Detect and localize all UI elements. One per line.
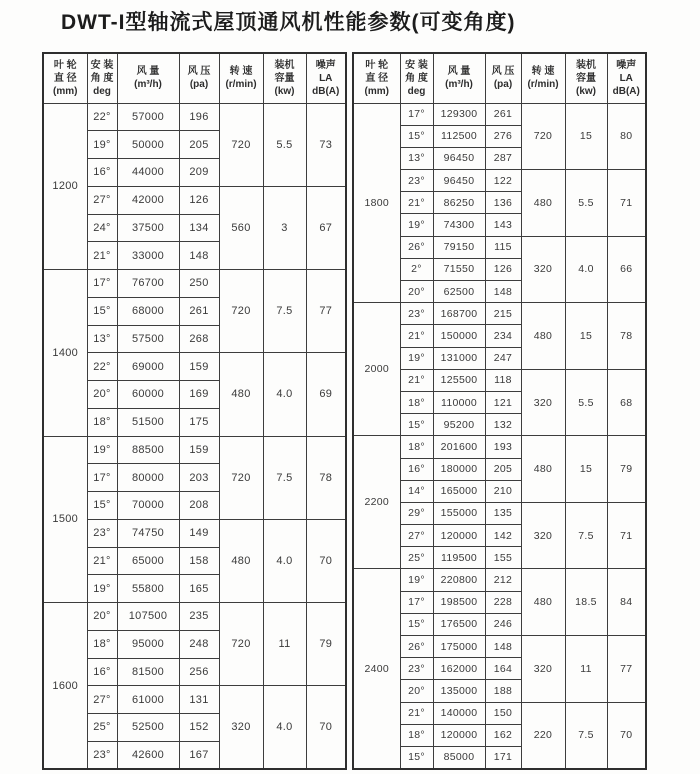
noise-cell: 71 [607, 502, 646, 569]
speed-cell: 720 [219, 436, 263, 519]
col-header-line: 装机 [274, 59, 295, 71]
pressure-cell: 250 [179, 270, 219, 298]
col-header-line: (m³/h) [134, 79, 162, 91]
volume-cell: 55800 [117, 575, 179, 603]
col-header-line: dB(A) [612, 85, 640, 97]
table-row [43, 436, 346, 464]
angle-cell: 22° [87, 103, 117, 131]
pressure-cell: 159 [179, 436, 219, 464]
angle-cell: 19° [400, 569, 433, 591]
angle-cell: 25° [400, 547, 433, 569]
angle-cell: 16° [87, 658, 117, 686]
angle-cell: 19° [87, 436, 117, 464]
pressure-cell: 155 [485, 547, 521, 569]
volume-cell: 112500 [433, 125, 485, 147]
volume-cell: 95000 [117, 630, 179, 658]
volume-cell: 80000 [117, 464, 179, 492]
volume-cell: 129300 [433, 103, 485, 125]
pressure-cell: 159 [179, 353, 219, 381]
pressure-cell: 209 [179, 159, 219, 187]
capacity-cell: 7.5 [565, 502, 607, 569]
noise-cell: 69 [306, 353, 346, 436]
pressure-cell: 203 [179, 464, 219, 492]
pressure-cell: 136 [485, 192, 521, 214]
speed-cell: 320 [521, 502, 565, 569]
noise-cell: 68 [607, 369, 646, 436]
pressure-cell: 121 [485, 391, 521, 413]
pressure-cell: 175 [179, 408, 219, 436]
capacity-cell: 5.5 [263, 103, 306, 186]
col-header-speed [219, 53, 263, 103]
pressure-cell: 135 [485, 502, 521, 524]
volume-cell: 81500 [117, 658, 179, 686]
volume-cell: 96450 [433, 170, 485, 192]
noise-cell: 73 [306, 103, 346, 186]
volume-cell: 68000 [117, 297, 179, 325]
angle-cell: 15° [400, 746, 433, 768]
volume-cell: 120000 [433, 724, 485, 746]
angle-cell: 21° [400, 369, 433, 391]
col-header-diameter [43, 53, 87, 103]
speed-cell: 560 [219, 186, 263, 269]
table-row [43, 270, 346, 298]
angle-cell: 21° [400, 192, 433, 214]
pressure-cell: 165 [179, 575, 219, 603]
diameter-cell: 1800 [353, 103, 400, 303]
capacity-cell: 4.0 [263, 686, 306, 769]
angle-cell: 27° [87, 686, 117, 714]
noise-cell: 78 [607, 303, 646, 370]
pressure-cell: 261 [485, 103, 521, 125]
angle-cell: 16° [87, 159, 117, 187]
capacity-cell: 11 [565, 636, 607, 703]
angle-cell: 13° [87, 325, 117, 353]
col-header-line: 风 压 [491, 66, 515, 78]
volume-cell: 96450 [433, 147, 485, 169]
col-header-line: dB(A) [312, 85, 340, 97]
volume-cell: 65000 [117, 547, 179, 575]
noise-cell: 77 [306, 270, 346, 353]
col-header-speed [521, 53, 565, 103]
angle-cell: 17° [87, 464, 117, 492]
volume-cell: 165000 [433, 480, 485, 502]
volume-cell: 79150 [433, 236, 485, 258]
speed-cell: 720 [219, 103, 263, 186]
spec-table-left [42, 52, 347, 770]
col-header-angle [87, 53, 117, 103]
pressure-cell: 148 [485, 636, 521, 658]
angle-cell: 20° [400, 680, 433, 702]
diameter-cell: 2200 [353, 436, 400, 569]
volume-cell: 57000 [117, 103, 179, 131]
capacity-cell: 5.5 [565, 170, 607, 237]
speed-cell: 320 [521, 369, 565, 436]
col-header-capacity [565, 53, 607, 103]
speed-cell: 320 [521, 236, 565, 303]
angle-cell: 17° [400, 103, 433, 125]
pressure-cell: 134 [179, 214, 219, 242]
pressure-cell: 158 [179, 547, 219, 575]
angle-cell: 18° [87, 408, 117, 436]
col-header-pressure [485, 53, 521, 103]
col-header-line: (pa) [493, 79, 513, 91]
volume-cell: 135000 [433, 680, 485, 702]
angle-cell: 21° [87, 242, 117, 270]
col-header-line: 直 径 [365, 72, 389, 84]
pressure-cell: 248 [179, 630, 219, 658]
angle-cell: 15° [400, 125, 433, 147]
volume-cell: 42600 [117, 741, 179, 769]
col-header-line: 转 速 [229, 66, 253, 78]
volume-cell: 162000 [433, 658, 485, 680]
diameter-cell: 1500 [43, 436, 87, 603]
capacity-cell: 4.0 [263, 519, 306, 602]
capacity-cell: 7.5 [263, 436, 306, 519]
angle-cell: 23° [400, 658, 433, 680]
angle-cell: 26° [400, 236, 433, 258]
col-header-volume [433, 53, 485, 103]
col-header-line: 安 装 [90, 59, 114, 71]
volume-cell: 140000 [433, 702, 485, 724]
pressure-cell: 193 [485, 436, 521, 458]
volume-cell: 198500 [433, 591, 485, 613]
table-row [353, 569, 646, 591]
pressure-cell: 205 [485, 458, 521, 480]
capacity-cell: 4.0 [565, 236, 607, 303]
pressure-cell: 132 [485, 414, 521, 436]
angle-cell: 18° [400, 391, 433, 413]
table-row [43, 186, 346, 214]
volume-cell: 71550 [433, 258, 485, 280]
pressure-cell: 215 [485, 303, 521, 325]
volume-cell: 150000 [433, 325, 485, 347]
col-header-line: (r/min) [225, 79, 257, 91]
col-header-line: 角 度 [405, 72, 428, 84]
angle-cell: 15° [87, 492, 117, 520]
capacity-cell: 18.5 [565, 569, 607, 636]
angle-cell: 13° [400, 147, 433, 169]
volume-cell: 107500 [117, 603, 179, 631]
pressure-cell: 142 [485, 525, 521, 547]
pressure-cell: 122 [485, 170, 521, 192]
table-row [353, 436, 646, 458]
pressure-cell: 256 [179, 658, 219, 686]
pressure-cell: 212 [485, 569, 521, 591]
angle-cell: 20° [87, 381, 117, 409]
col-header-line: 装机 [576, 59, 596, 71]
angle-cell: 23° [87, 741, 117, 769]
noise-cell: 71 [607, 170, 646, 237]
angle-cell: 20° [400, 281, 433, 303]
pressure-cell: 210 [485, 480, 521, 502]
col-header-diameter [353, 53, 400, 103]
pressure-cell: 148 [485, 281, 521, 303]
volume-cell: 168700 [433, 303, 485, 325]
angle-cell: 25° [87, 714, 117, 742]
capacity-cell: 4.0 [263, 353, 306, 436]
speed-cell: 480 [219, 353, 263, 436]
diameter-cell: 2400 [353, 569, 400, 769]
volume-cell: 120000 [433, 525, 485, 547]
volume-cell: 201600 [433, 436, 485, 458]
noise-cell: 70 [607, 702, 646, 769]
diameter-cell: 2000 [353, 303, 400, 436]
volume-cell: 62500 [433, 281, 485, 303]
angle-cell: 26° [400, 636, 433, 658]
pressure-cell: 235 [179, 603, 219, 631]
volume-cell: 61000 [117, 686, 179, 714]
angle-cell: 29° [400, 502, 433, 524]
angle-cell: 27° [87, 186, 117, 214]
volume-cell: 69000 [117, 353, 179, 381]
pressure-cell: 276 [485, 125, 521, 147]
diameter-cell: 1200 [43, 103, 87, 270]
pressure-cell: 208 [179, 492, 219, 520]
angle-cell: 14° [400, 480, 433, 502]
volume-cell: 220800 [433, 569, 485, 591]
pressure-cell: 228 [485, 591, 521, 613]
col-header-line: 安 装 [405, 59, 428, 71]
col-header-line: 风 量 [136, 66, 160, 78]
angle-cell: 15° [400, 414, 433, 436]
angle-cell: 23° [400, 170, 433, 192]
col-header-pressure [179, 53, 219, 103]
angle-cell: 19° [87, 131, 117, 159]
angle-cell: 23° [87, 519, 117, 547]
pressure-cell: 234 [485, 325, 521, 347]
angle-cell: 22° [87, 353, 117, 381]
col-header-line: 噪声 [616, 59, 637, 71]
angle-cell: 16° [400, 458, 433, 480]
volume-cell: 42000 [117, 186, 179, 214]
col-header-noise [607, 53, 646, 103]
col-header-line: LA [619, 72, 633, 84]
table-row [43, 686, 346, 714]
pressure-cell: 143 [485, 214, 521, 236]
volume-cell: 180000 [433, 458, 485, 480]
col-header-line: 叶 轮 [365, 59, 389, 71]
col-header-line: 叶 轮 [53, 59, 77, 71]
col-header-angle [400, 53, 433, 103]
col-header-line: deg [407, 85, 426, 97]
diameter-cell: 1400 [43, 270, 87, 437]
angle-cell: 23° [400, 303, 433, 325]
pressure-cell: 115 [485, 236, 521, 258]
speed-cell: 720 [219, 603, 263, 686]
angle-cell: 17° [87, 270, 117, 298]
volume-cell: 60000 [117, 381, 179, 409]
col-header-line: (m³/h) [445, 79, 473, 91]
angle-cell: 19° [87, 575, 117, 603]
volume-cell: 57500 [117, 325, 179, 353]
noise-cell: 77 [607, 636, 646, 703]
volume-cell: 155000 [433, 502, 485, 524]
table-row [43, 519, 346, 547]
capacity-cell: 7.5 [565, 702, 607, 769]
noise-cell: 66 [607, 236, 646, 303]
capacity-cell: 5.5 [565, 369, 607, 436]
pressure-cell: 188 [485, 680, 521, 702]
pressure-cell: 164 [485, 658, 521, 680]
pressure-cell: 171 [485, 746, 521, 768]
table-row [353, 103, 646, 125]
speed-cell: 320 [219, 686, 263, 769]
angle-cell: 20° [87, 603, 117, 631]
pressure-cell: 246 [485, 613, 521, 635]
volume-cell: 76700 [117, 270, 179, 298]
pressure-cell: 169 [179, 381, 219, 409]
pressure-cell: 126 [485, 258, 521, 280]
volume-cell: 110000 [433, 391, 485, 413]
pressure-cell: 150 [485, 702, 521, 724]
volume-cell: 70000 [117, 492, 179, 520]
col-header-line: deg [93, 85, 111, 97]
col-header-line: 直 径 [53, 72, 77, 84]
angle-cell: 27° [400, 525, 433, 547]
pressure-cell: 131 [179, 686, 219, 714]
angle-cell: 15° [400, 613, 433, 635]
volume-cell: 74300 [433, 214, 485, 236]
col-header-line: 容量 [274, 72, 295, 84]
angle-cell: 2° [400, 258, 433, 280]
volume-cell: 95200 [433, 414, 485, 436]
volume-cell: 131000 [433, 347, 485, 369]
speed-cell: 480 [521, 436, 565, 503]
table-row [43, 353, 346, 381]
col-header-line: 转 速 [531, 66, 555, 78]
pressure-cell: 148 [179, 242, 219, 270]
volume-cell: 74750 [117, 519, 179, 547]
noise-cell: 79 [607, 436, 646, 503]
volume-cell: 37500 [117, 214, 179, 242]
speed-cell: 320 [521, 636, 565, 703]
capacity-cell: 15 [565, 303, 607, 370]
volume-cell: 44000 [117, 159, 179, 187]
angle-cell: 15° [87, 297, 117, 325]
angle-cell: 18° [400, 436, 433, 458]
pressure-cell: 152 [179, 714, 219, 742]
volume-cell: 176500 [433, 613, 485, 635]
pressure-cell: 196 [179, 103, 219, 131]
capacity-cell: 15 [565, 436, 607, 503]
volume-cell: 119500 [433, 547, 485, 569]
page-title: DWT-I型轴流式屋顶通风机性能参数(可变角度) [61, 11, 516, 34]
volume-cell: 175000 [433, 636, 485, 658]
angle-cell: 17° [400, 591, 433, 613]
speed-cell: 220 [521, 702, 565, 769]
pressure-cell: 261 [179, 297, 219, 325]
table-row [353, 303, 646, 325]
table-row [43, 103, 346, 131]
speed-cell: 480 [521, 569, 565, 636]
speed-cell: 720 [521, 103, 565, 170]
pressure-cell: 247 [485, 347, 521, 369]
volume-cell: 88500 [117, 436, 179, 464]
volume-cell: 50000 [117, 131, 179, 159]
volume-cell: 85000 [433, 746, 485, 768]
diameter-cell: 1600 [43, 603, 87, 770]
col-header-line: 角 度 [90, 72, 114, 84]
angle-cell: 21° [400, 325, 433, 347]
col-header-line: (mm) [364, 85, 389, 97]
noise-cell: 79 [306, 603, 346, 686]
col-header-line: 风 量 [447, 66, 471, 78]
col-header-line: 风 压 [187, 66, 211, 78]
col-header-line: (r/min) [527, 79, 559, 91]
capacity-cell: 3 [263, 186, 306, 269]
pressure-cell: 162 [485, 724, 521, 746]
speed-cell: 480 [521, 170, 565, 237]
pressure-cell: 167 [179, 741, 219, 769]
pressure-cell: 287 [485, 147, 521, 169]
pressure-cell: 118 [485, 369, 521, 391]
capacity-cell: 7.5 [263, 270, 306, 353]
col-header-volume [117, 53, 179, 103]
capacity-cell: 15 [565, 103, 607, 170]
angle-cell: 19° [400, 347, 433, 369]
angle-cell: 19° [400, 214, 433, 236]
table-row [43, 603, 346, 631]
noise-cell: 70 [306, 519, 346, 602]
angle-cell: 18° [87, 630, 117, 658]
noise-cell: 80 [607, 103, 646, 170]
pressure-cell: 126 [179, 186, 219, 214]
volume-cell: 51500 [117, 408, 179, 436]
speed-cell: 480 [219, 519, 263, 602]
col-header-line: 噪声 [315, 59, 336, 71]
col-header-capacity [263, 53, 306, 103]
pressure-cell: 205 [179, 131, 219, 159]
pressure-cell: 268 [179, 325, 219, 353]
col-header-line: (mm) [53, 85, 78, 97]
noise-cell: 67 [306, 186, 346, 269]
col-header-line: (kw) [274, 85, 295, 97]
angle-cell: 21° [87, 547, 117, 575]
volume-cell: 52500 [117, 714, 179, 742]
noise-cell: 78 [306, 436, 346, 519]
col-header-line: 容量 [576, 72, 596, 84]
volume-cell: 125500 [433, 369, 485, 391]
angle-cell: 21° [400, 702, 433, 724]
pressure-cell: 149 [179, 519, 219, 547]
angle-cell: 24° [87, 214, 117, 242]
speed-cell: 480 [521, 303, 565, 370]
capacity-cell: 11 [263, 603, 306, 686]
angle-cell: 18° [400, 724, 433, 746]
noise-cell: 84 [607, 569, 646, 636]
col-header-noise [306, 53, 346, 103]
col-header-line: LA [319, 72, 333, 84]
noise-cell: 70 [306, 686, 346, 769]
col-header-line: (kw) [576, 85, 596, 97]
volume-cell: 33000 [117, 242, 179, 270]
volume-cell: 86250 [433, 192, 485, 214]
col-header-line: (pa) [189, 79, 209, 91]
spec-table-right [352, 52, 647, 770]
speed-cell: 720 [219, 270, 263, 353]
